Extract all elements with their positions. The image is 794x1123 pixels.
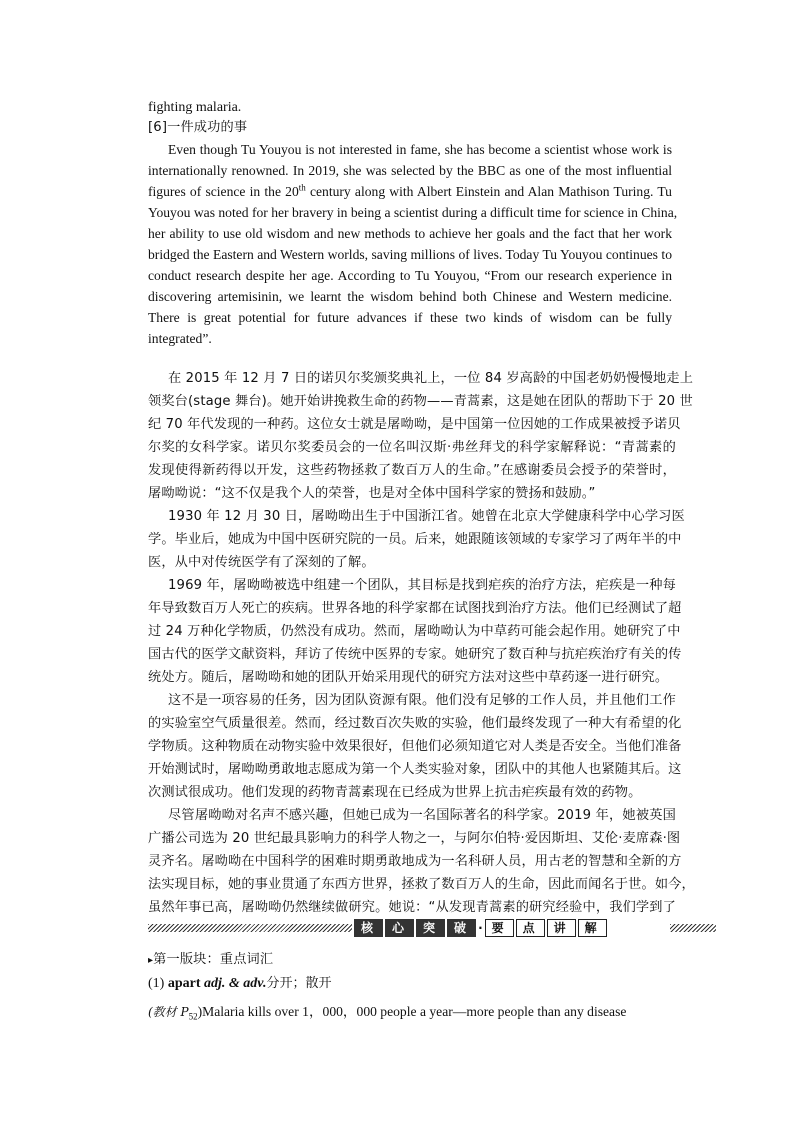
zh-line: 虽然年事已高，屠呦呦仍然继续做研究。她说：“从发现青蒿素的研究经验中，我们学到了 (148, 900, 676, 915)
en-line: integrated”. (148, 331, 212, 346)
banner-tag: 心 (385, 919, 414, 937)
example-sentence: (教材 $P_{52})Malaria$ kills over 1，000，000 people a year—more people than any disease (148, 1004, 627, 1022)
en-line: Even though Tu Youyou is not interested in fame, she has become a scientist whose work is (168, 142, 672, 157)
zh-line: 的实验室空气质量很差。然而，经过数百次失败的实验，他们最终发现了一种大有希望的化 (148, 716, 682, 731)
zh-line: 在 2015 年 12 月 7 日的诺贝尔奖颁奖典礼上，一位 84 岁高龄的中国老奶奶慢慢地走上 (168, 371, 694, 386)
zh-line: 广播公司选为 20 世纪最具影响力的科学人物之一，与阿尔伯特·爱因斯坦、艾伦·麦席森·图 (148, 831, 681, 846)
zh-line: 学物质。这种物质在动物实验中效果很好，但他们必须知道它对人类是否安全。当他们准备 (148, 739, 682, 754)
banner-tag: 解 (578, 919, 607, 937)
hatch-decoration (148, 924, 352, 932)
zh-line: 尽管屠呦呦对名声不感兴趣，但她已成为一名国际著名的科学家。2019 年，她被英国 (168, 808, 676, 823)
zh-line: 法实现目标，她的事业贯通了东西方世界，拯救了数百万人的生命，因此而闻名于世。如今， (148, 877, 695, 892)
zh-line: 屠呦呦说：“这不仅是我个人的荣誉，也是对全体中国科学家的赞扬和鼓励。” (148, 486, 596, 501)
zh-line: 次测试很成功。他们发现的药物青蒿素现在已经成为世界上抗击疟疾最有效的药物。 (148, 785, 642, 800)
section-banner (148, 919, 716, 937)
banner-tag: 破 (447, 919, 476, 937)
en-line: Youyou was noted for her bravery in being a scientist during a difficult time for science in China, (148, 205, 678, 220)
en-line: her ability to use old wisdom and new methods to achieve her goals and the fact that her work (148, 226, 672, 241)
banner-dot: · (478, 921, 483, 935)
banner-tag: 突 (416, 919, 445, 937)
zh-line: 1969 年，屠呦呦被选中组建一个团队，其目标是找到疟疾的治疗方法，疟疾是一种每 (168, 578, 676, 593)
bullet-icon: ▸ (148, 955, 154, 966)
block-title: ▸第一版块：重点词汇 (148, 952, 274, 967)
banner-tag: 点 (516, 919, 545, 937)
zh-line: 这不是一项容易的任务，因为团队资源有限。他们没有足够的工作人员，并且他们工作 (168, 693, 676, 708)
zh-line: 统处方。随后，屠呦呦和她的团队开始采用现代的研究方法对这些中草药逐一进行研究。 (148, 670, 669, 685)
en-line: internationally renowned. In 2019, she was selected by the BBC as one of the most influential (148, 163, 672, 178)
banner-tags (354, 919, 607, 937)
zh-line: 年导致数百万人死亡的疾病。世界各地的科学家都在试图找到治疗方法。他们已经测试了超 (148, 601, 682, 616)
vocab-word: apart (167, 976, 201, 991)
zh-line: 尔奖的女科学家。诺贝尔奖委员会的一位名叫汉斯·弗丝拜戈的科学家解释说：“青蒿素的 (148, 440, 676, 455)
en-line: discovering artemisinin, we learnt the wisdom behind both Chinese and Western medicine. (148, 289, 672, 304)
en-line: bridged the Eastern and Western worlds, saving millions of lives. Today Tu Youyou continues to (148, 247, 672, 262)
zh-line: 灵齐名。屠呦呦在中国科学的困难时期勇敢地成为一名科研人员，用古老的智慧和全新的方 (148, 854, 682, 869)
zh-line: 学。毕业后，她成为中国中医研究院的一员。后来，她跟随该领域的专家学习了两年半的中 (148, 532, 682, 547)
en-line: conduct research despite her age. According to Tu Youyou, “From our research experience in (148, 268, 672, 283)
section-heading: [6]一件成功的事 (148, 120, 248, 135)
banner-tag: 核 (354, 919, 383, 937)
banner-tag: 讲 (547, 919, 576, 937)
vocab-meaning: 分开；散开 (266, 976, 332, 991)
zh-line: 过 24 万种化学物质，仍然没有成功。然而，屠呦呦认为中草药可能会起作用。她研究了中 (148, 624, 681, 639)
hatch-decoration (670, 924, 716, 932)
zh-line: 领奖台(stage 舞台)。她开始讲挽救生命的药物——青蒿素，这是她在团队的帮助下于 20 世 (148, 394, 693, 409)
en-line-0: fighting malaria. (148, 100, 242, 115)
vocab-item: (1) apart adj. & adv.分开；散开 (148, 976, 332, 991)
zh-line: 1930 年 12 月 30 日，屠呦呦出生于中国浙江省。她曾在北京大学健康科学中心学习医 (168, 509, 685, 524)
banner-tag: 要 (485, 919, 514, 937)
zh-line: 纪 70 年代发现的一种药。这位女士就是屠呦呦，是中国第一位因她的工作成果被授予诺贝 (148, 417, 681, 432)
zh-line: 医，从中对传统医学有了深刻的了解。 (148, 555, 375, 570)
en-line: figures of science in the 20th century along with Albert Einstein and Alan Mathison Turing. Tu (148, 182, 672, 199)
zh-line: 发现使得新药得以开发，这些药物拯救了数百万人的生命。”在感谢委员会授予的荣誉时， (148, 463, 676, 478)
en-line: There is great potential for future advances if these two kinds of wisdom can be fully (148, 310, 672, 325)
zh-line: 国古代的医学文献资料，拜访了传统中医界的专家。她研究了数百种与抗疟疾治疗有关的传 (148, 647, 682, 662)
zh-line: 开始测试时，屠呦呦勇敢地志愿成为第一个人类实验对象，团队中的其他人也紧随其后。这 (148, 762, 682, 777)
vocab-pos: adj. & adv. (200, 976, 267, 991)
